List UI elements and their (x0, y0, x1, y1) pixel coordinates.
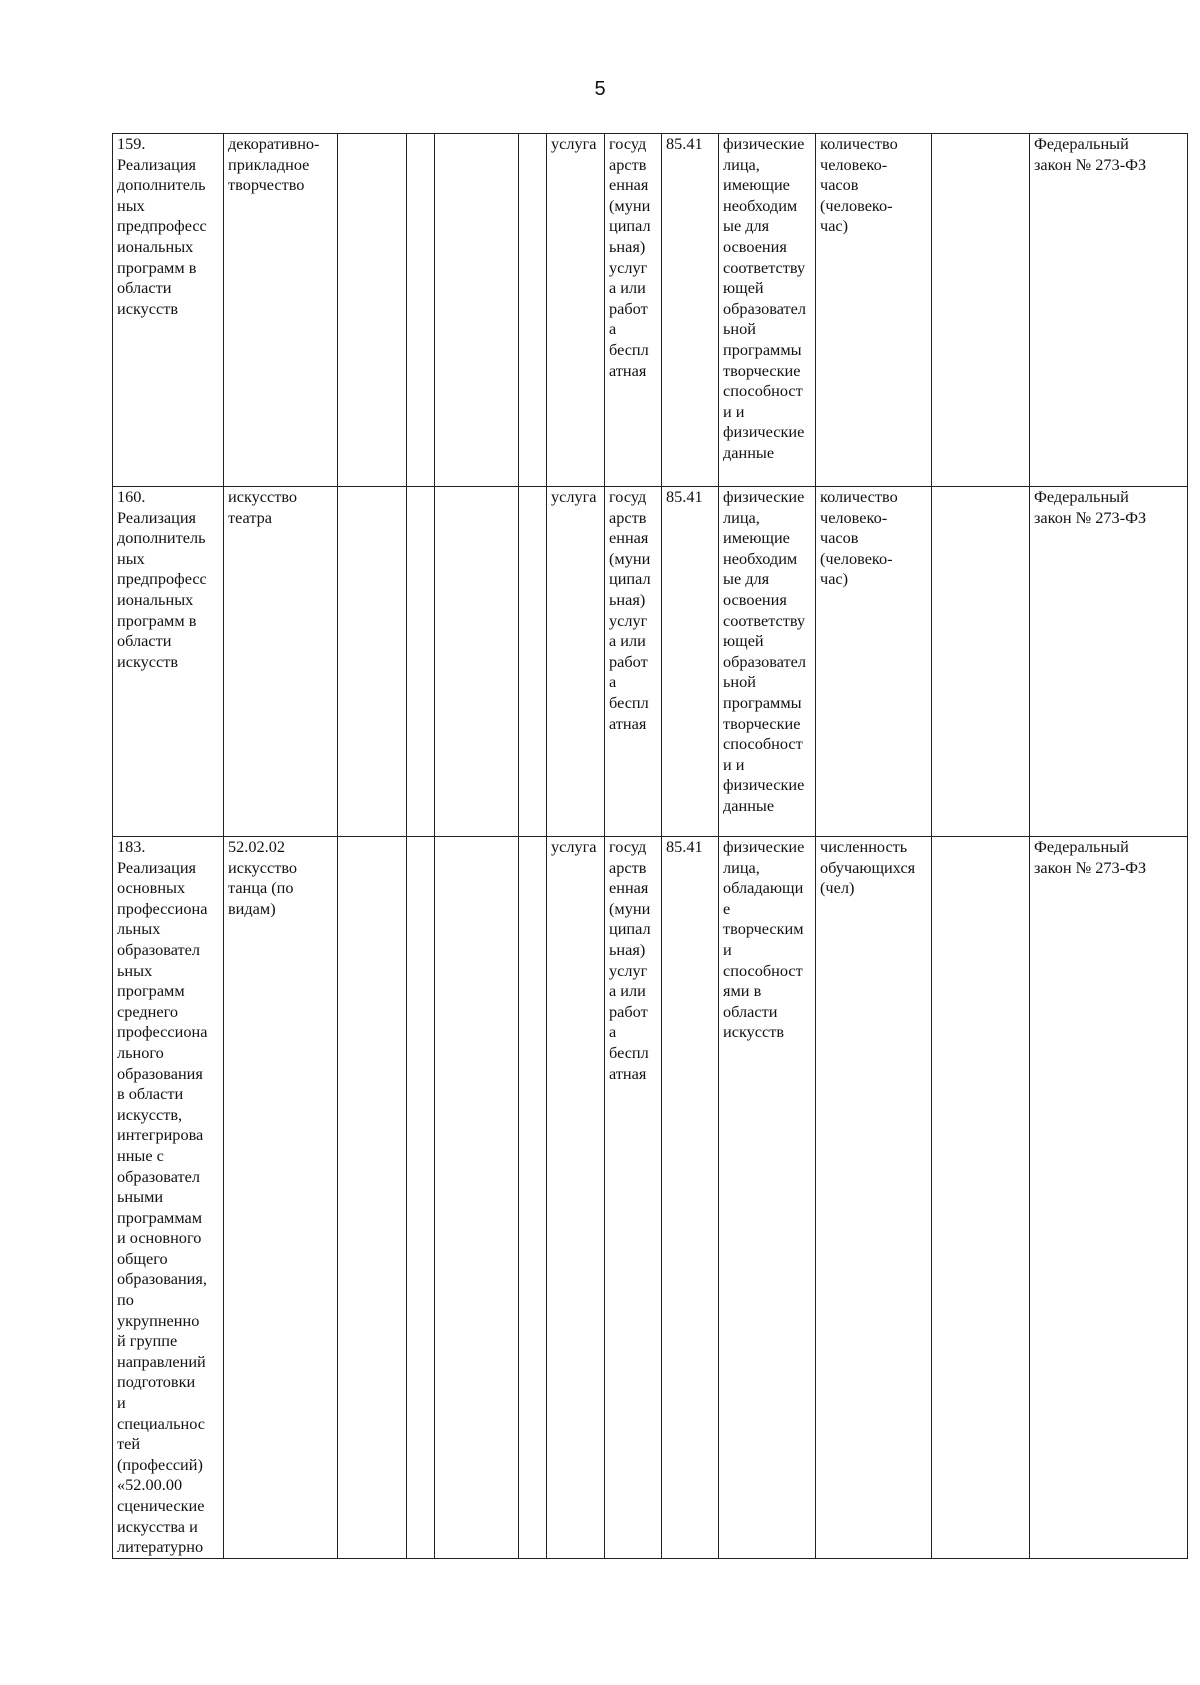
empty-cell (338, 837, 407, 1559)
okved-cell: 85.41 (662, 487, 719, 837)
okved-cell: 85.41 (662, 837, 719, 1559)
service-name-cell: 159. Реализация дополнитель ных предпрофесс иональных программ в области искусств (113, 134, 224, 487)
service-content-cell: искусство театра (224, 487, 338, 837)
services-table (112, 133, 1188, 1559)
service-type-cell: услуга (547, 487, 605, 837)
empty-cell (435, 487, 519, 837)
empty-cell (519, 837, 547, 1559)
empty-cell (519, 134, 547, 487)
service-content-cell: 52.02.02 искусство танца (по видам) (224, 837, 338, 1559)
empty-cell (932, 837, 1030, 1559)
empty-cell (435, 134, 519, 487)
empty-cell (435, 837, 519, 1559)
law-cell: Федеральный закон № 273-ФЗ (1030, 487, 1188, 837)
indicator-cell: численность обучающихся (чел) (816, 837, 932, 1559)
empty-cell (407, 134, 435, 487)
table-row (113, 134, 1188, 487)
empty-cell (407, 837, 435, 1559)
indicator-cell: количество человеко- часов (человеко- час) (816, 134, 932, 487)
empty-cell (338, 487, 407, 837)
page-number: 5 (594, 78, 606, 100)
payment-cell: госуд арств енная (муни ципал ьная) услуг а или работ а беспл атная (605, 837, 662, 1559)
empty-cell (519, 487, 547, 837)
empty-cell (932, 134, 1030, 487)
empty-cell (338, 134, 407, 487)
payment-cell: госуд арств енная (муни ципал ьная) услуг а или работ а беспл атная (605, 487, 662, 837)
consumers-cell: физические лица, имеющие необходим ые для освоения соответству ющей образовател ьной программы творческие способност и и физические данные (719, 134, 816, 487)
law-cell: Федеральный закон № 273-ФЗ (1030, 134, 1188, 487)
empty-cell (932, 487, 1030, 837)
service-name-cell: 183. Реализация основных профессиона льных образовател ьных программ среднего профессиона льного образования в области искусств, интегрирова нные с образовател ьными программам и основного общего образования, по укрупненно й группе направлений подготовки и специальнос тей (профессий) «52.00.00 сценические искусства и литературно (113, 837, 224, 1559)
service-type-cell: услуга (547, 134, 605, 487)
okved-cell: 85.41 (662, 134, 719, 487)
consumers-cell: физические лица, обладающи е творческим и способност ями в области искусств (719, 837, 816, 1559)
table-row (113, 487, 1188, 837)
payment-cell: госуд арств енная (муни ципал ьная) услуг а или работ а беспл атная (605, 134, 662, 487)
service-content-cell: декоративно- прикладное творчество (224, 134, 338, 487)
law-cell: Федеральный закон № 273-ФЗ (1030, 837, 1188, 1559)
table-row (113, 837, 1188, 1559)
empty-cell (407, 487, 435, 837)
service-type-cell: услуга (547, 837, 605, 1559)
indicator-cell: количество человеко- часов (человеко- час) (816, 487, 932, 837)
service-name-cell: 160. Реализация дополнитель ных предпрофесс иональных программ в области искусств (113, 487, 224, 837)
consumers-cell: физические лица, имеющие необходим ые для освоения соответству ющей образовател ьной программы творческие способност и и физические данные (719, 487, 816, 837)
